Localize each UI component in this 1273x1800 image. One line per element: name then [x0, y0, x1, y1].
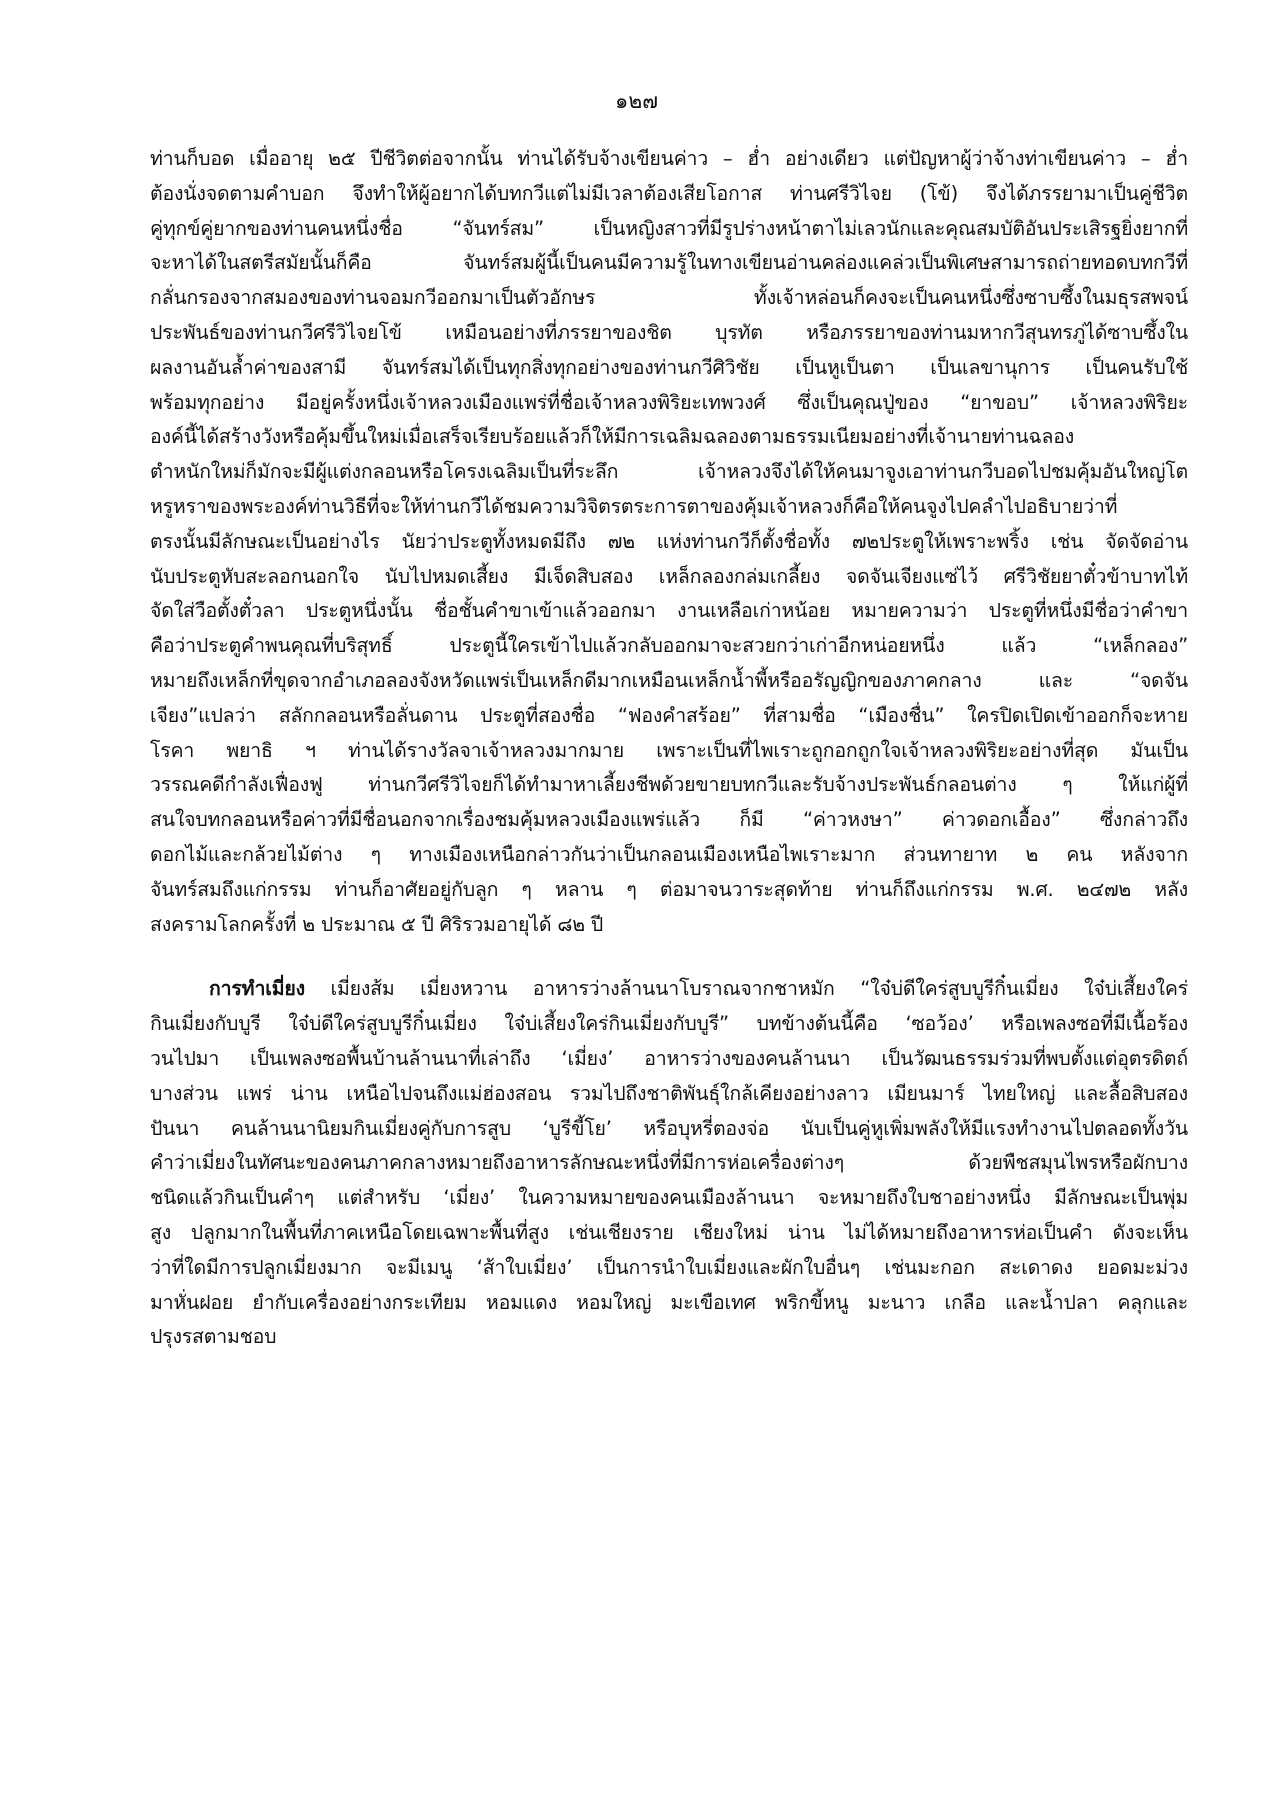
text-line: ผลงานอันล้ำค่าของสามี จันทร์สมได้เป็นทุกสิ่งทุกอย่างของท่านกวีศิวิชัย เป็นหูเป็นตา เป็นเลขานุการ เป็นคนรับใช้ [150, 355, 1188, 379]
text-line: สงครามโลกครั้งที่ ๒ ประมาณ ๕ ปี ศิริรวมอายุได้ ๘๒ ปี [150, 912, 604, 936]
text-line: วนไปมา เป็นเพลงซอพื้นบ้านล้านนาที่เล่าถึง ‘เมี่ยง’ อาหารว่างของคนล้านนา เป็นวัฒนธรรมร่วมที่พบตั้งแต่อุตรดิตถ์ [150, 1046, 1188, 1070]
text-line: ท่านก็บอด เมื่ออายุ ๒๕ ปีชีวิตต่อจากนั้น ท่านได้รับจ้างเขียนค่าว – ฮ่ำ อย่างเดียว แต่ปัญหาผู้ว่าจ้างท่าเขียนค่าว – ฮ่ำ [150, 147, 1188, 170]
text-line: พร้อมทุกอย่าง มีอยู่ครั้งหนึ่งเจ้าหลวงเมืองแพร่ที่ชื่อเจ้าหลวงพิริยะเทพวงศ์ ซึ่งเป็นคุณปู่ของ “ยาขอบ” เจ้าหลวงพิริยะ [150, 390, 1188, 414]
text-line: ชนิดแล้วกินเป็นคำๆ แต่สำหรับ ‘เมี่ยง’ ในความหมายของคนเมืองล้านนา จะหมายถึงใบชาอย่างหนึ่ง มีลักษณะเป็นพุ่ม [150, 1186, 1188, 1210]
text-line: สูง ปลูกมากในพื้นที่ภาคเหนือโดยเฉพาะพื้นที่สูง เช่นเชียงราย เชียงใหม่ น่าน ไม่ได้หมายถึงอาหารห่อเป็นคำ ดังจะเห็น [150, 1220, 1188, 1244]
text-line: ประพันธ์ของท่านกวีศรีวิไจยโข้ เหมือนอย่างที่ภรรยาของชิต บุรทัต หรือภรรยาของท่านมหากวีสุนทรภู่ได้ซาบซึ้งใน [150, 320, 1188, 344]
text-line: จะหาได้ในสตรีสมัยนั้นก็คือ จันทร์สมผู้นี้เป็นคนมีความรู้ในทางเขียนอ่านคล่องแคล่วเป็นพิเศษสามารถถ่ายทอดบทกวีที่ [150, 251, 1188, 275]
text-line: หมายถึงเหล็กที่ขุดจากอำเภอลองจังหวัดแพร่เป็นเหล็กดีมากเหมือนเหล็กน้ำพี้หรืออรัญญิกของภาคกลาง และ “จดจัน [150, 668, 1188, 692]
text-line: ปรุงรสตามชอบ [150, 1325, 277, 1349]
text-line: สนใจบทกลอนหรือค่าวที่มีชื่อนอกจากเรื่องชมคุ้มหลวงเมืองแพร่แล้ว ก็มี “ค่าวหงษา” ค่าวดอกเอื้อง” ซึ่งกล่าวถึง [150, 808, 1188, 832]
text-line: โรคา พยาธิ ฯ ท่านได้รางวัลจาเจ้าหลวงมากมาย เพราะเป็นที่ไพเราะถูกอกถูกใจเจ้าหลวงพิริยะอย่างที่สุด มันเป็น [150, 738, 1188, 762]
text-line: วรรณคดีกำลังเฟื่องฟู ท่านกวีศรีวิไจยก็ได้ทำมาหาเลี้ยงชีพด้วยขายบทกวีและรับจ้างประพันธ์กลอนต่าง ๆ ให้แก่ผู้ที่ [150, 773, 1188, 797]
text-line: คู่ทุกข์คู่ยากของท่านคนหนึ่งชื่อ “จันทร์สม” เป็นหญิงสาวที่มีรูปร่างหน้าตาไม่เลวนักและคุณสมบัติอันประเสิรฐยิ่งยากที่ [150, 216, 1188, 240]
text-line: เจียง”แปลว่า สลักกลอนหรือลั่นดาน ประตูที่สองชื่อ “ฟองคำสร้อย” ที่สามชื่อ “เมืองชื่น” ใครปิดเปิดเข้าออกก็จะหาย [150, 703, 1188, 727]
text-run: เมี่ยงส้ม เมี่ยงหวาน อาหารว่างล้านนาโบราณจากชาหมัก “ใจ๋บ่ดีใคร่สูบบูรีกิ๋นเมี่ยง ใจ๋บ่เสี้ยงใคร่ [304, 977, 1188, 1001]
paragraph-spacer [150, 942, 1188, 972]
text-line: กลั่นกรองจากสมองของท่านจอมกวีออกมาเป็นตัวอักษร ทั้งเจ้าหล่อนก็คงจะเป็นคนหนึ่งซึ่งซาบซึ้งในมธุรสพจน์ [150, 286, 1188, 310]
document-body [150, 142, 1188, 1355]
text-line: คือว่าประตูคำพนคุณที่บริสุทธิ์ ประตูนี้ใครเข้าไปแล้วกลับออกมาจะสวยกว่าเก่าอีกหน่อยหนึ่ง แล้ว “เหล็กลอง” [150, 634, 1188, 658]
page-number: ๑๒๗ [615, 89, 658, 113]
text-line: บางส่วน แพร่ น่าน เหนือไปจนถึงแม่ฮ่องสอน รวมไปถึงชาติพันธุ์ใกล้เคียงอย่างลาว เมียนมาร์ ไทยใหญ่ และลื้อสิบสอง [150, 1081, 1188, 1105]
text-line: มาหั่นฝอย ยำกับเครื่องอย่างกระเทียม หอมแดง หอมใหญ่ มะเขือเทศ พริกขี้หนู มะนาว เกลือ และน้ำปลา คลุกและ [150, 1290, 1188, 1314]
text-line-first [150, 972, 1188, 1007]
text-line: จัดใส่วือตั้งตั๋วลา ประตูหนึ่งนั้น ชื่อชั้นคำขาเข้าแล้วออกมา งานเหลือเก่าหน้อย หมายความว่า ประตูที่หนึ่งมีชื่อว่าคำขา [150, 599, 1188, 623]
text-line: กินเมี่ยงกับบูรี ใจ๋บ่ดีใคร่สูบบูรีกิ๋นเมี่ยง ใจ๋บ่เสี้ยงใคร่กินเมี่ยงกับบูรี” บทข้างต้นนี้คือ ‘ซอว้อง’ หรือเพลงซอที่มีเนื้อร้อง [150, 1012, 1188, 1036]
text-line: คำว่าเมี่ยงในทัศนะของคนภาคกลางหมายถึงอาหารลักษณะหนึ่งที่มีการห่อเครื่องต่างๆ ด้วยพืชสมุนไพรหรือผักบาง [150, 1151, 1188, 1175]
text-line: ปันนา คนล้านนานิยมกินเมี่ยงคู่กับการสูบ ‘บูรีขี้โย’ หรือบุหรี่ตองจ่อ นับเป็นคู่หูเพิ่มพลังให้มีแรงทำงานไปตลอดทั้งวัน [150, 1116, 1188, 1140]
text-line: จันทร์สมถึงแก่กรรม ท่านก็อาศัยอยู่กับลูก ๆ หลาน ๆ ต่อมาจนวาระสุดท้าย ท่านก็ถึงแก่กรรม พ.ศ. ๒๔๗๒ หลัง [150, 877, 1188, 901]
text-line: ตรงนั้นมีลักษณะเป็นอย่างไร นัยว่าประตูทั้งหมดมีถึง ๗๒ แห่งท่านกวีก็ตั้งชื่อทั้ง ๗๒ประตูให้เพราะพริ้ง เช่น จัดจัดอ่าน [150, 529, 1188, 553]
text-line: องค์นี้ได้สร้างวังหรือคุ้มขึ้นใหม่เมื่อเสร็จเรียบร้อยแล้วก็ให้มีการเฉลิมฉลองตามธรรมเนียมอย่างที่เจ้านายท่านฉลอง [150, 425, 1075, 449]
text-line: ดอกไม้และกล้วยไม้ต่าง ๆ ทางเมืองเหนือกล่าวกันว่าเป็นกลอนเมืองเหนือไพเราะมาก ส่วนทายาท ๒ คน หลังจาก [150, 842, 1188, 866]
text-line: ต้องนั่งจดตามคำบอก จึงทำให้ผู้อยากได้บทกวีแต่ไม่มีเวลาต้องเสียโอกาส ท่านศรีวิไจย (โข้) จึงได้ภรรยามาเป็นคู่ชีวิต [150, 181, 1188, 205]
text-line: ตำหนักใหม่ก็มักจะมีผู้แต่งกลอนหรือโครงเฉลิมเป็นที่ระลึก เจ้าหลวงจึงได้ให้คนมาจูงเอาท่านกวีบอดไปชมคุ้มอันใหญ่โต [150, 460, 1188, 484]
paragraph-biography [150, 142, 1188, 942]
paragraph-miang [150, 972, 1188, 1355]
text-line: หรูหราของพระองค์ท่านวิธีที่จะให้ท่านกวีได้ชมความวิจิตรตระการตาของคุ้มเจ้าหลวงก็คือให้คนจูงไปคลำไปอธิบายว่าที่ [150, 494, 1118, 518]
text-line: ว่าที่ใดมีการปลูกเมี่ยงมาก จะมีเมนู ‘ส้าใบเมี่ยง’ เป็นการนำใบเมี่ยงและผักใบอื่นๆ เช่นมะกอก สะเดาดง ยอดมะม่วง [150, 1255, 1188, 1279]
section-heading: การทำเมี่ยง [209, 977, 305, 1001]
text-line: นับประตูหับสะลอกนอกใจ นับไปหมดเสี้ยง มีเจ็ดสิบสอง เหล็กลองกล่มเกลี้ยง จดจันเจียงแซ่ไว้ ศรีวิชัยยาตั๋วข้าบาทไท้ [150, 564, 1188, 588]
